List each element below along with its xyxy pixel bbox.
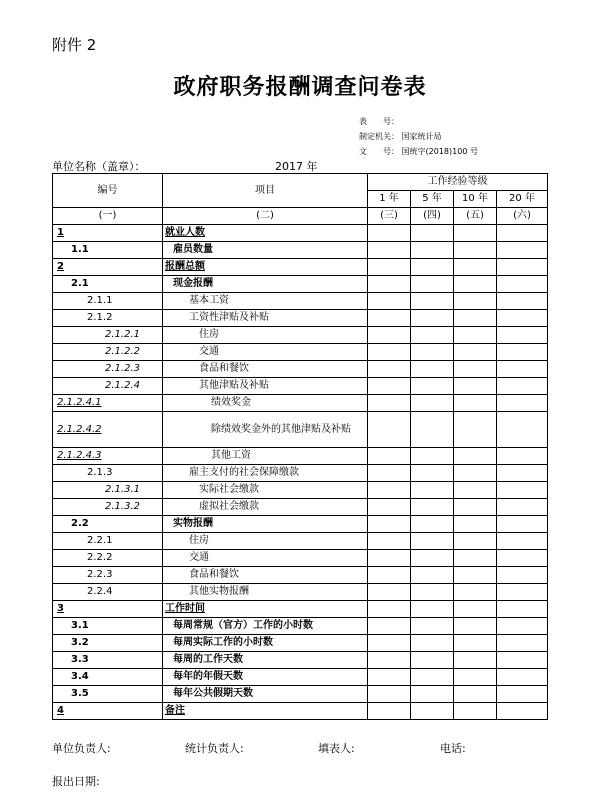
input-cell[interactable]	[497, 378, 548, 395]
table-row	[53, 499, 548, 516]
row-item: 其他工资	[163, 448, 368, 465]
input-cell[interactable]	[497, 482, 548, 499]
row-item: 虚拟社会缴款	[163, 499, 368, 516]
input-cell[interactable]	[497, 276, 548, 293]
row-item: 其他津贴及补贴	[163, 378, 368, 395]
input-cell[interactable]	[497, 465, 548, 482]
input-cell[interactable]	[497, 242, 548, 259]
input-cell[interactable]	[411, 533, 454, 550]
row-number: 3.4	[53, 669, 163, 686]
input-cell[interactable]	[454, 584, 497, 601]
table-row	[53, 448, 548, 465]
input-cell[interactable]	[411, 601, 454, 618]
row-item: 基本工资	[163, 293, 368, 310]
input-cell[interactable]	[454, 327, 497, 344]
row-number: 2.1.2.4	[53, 378, 163, 395]
input-cell[interactable]	[368, 533, 411, 550]
row-item: 每周常规（官方）工作的小时数	[163, 618, 368, 635]
input-cell[interactable]	[368, 703, 411, 720]
table-row	[53, 293, 548, 310]
input-cell[interactable]	[368, 395, 411, 412]
input-cell[interactable]	[411, 412, 454, 448]
filler-label: 填表人:	[318, 742, 355, 755]
table-row	[53, 225, 548, 242]
input-cell[interactable]	[411, 242, 454, 259]
input-cell[interactable]	[368, 567, 411, 584]
input-cell[interactable]	[368, 293, 411, 310]
header-number: 编号	[53, 174, 163, 208]
attachment-label: 附件 2	[52, 36, 97, 54]
input-cell[interactable]	[411, 361, 454, 378]
header-exp-col: 5 年	[411, 191, 454, 208]
input-cell[interactable]	[454, 344, 497, 361]
input-cell[interactable]	[454, 259, 497, 276]
input-cell[interactable]	[411, 310, 454, 327]
row-item: 报酬总额	[163, 259, 368, 276]
row-number: 3	[53, 601, 163, 618]
input-cell[interactable]	[454, 395, 497, 412]
input-cell[interactable]	[411, 327, 454, 344]
input-cell[interactable]	[368, 482, 411, 499]
row-item: 交通	[163, 344, 368, 361]
code-cell: (二)	[163, 208, 368, 225]
input-cell[interactable]	[454, 293, 497, 310]
table-row	[53, 327, 548, 344]
table-row	[53, 516, 548, 533]
table-row	[53, 361, 548, 378]
report-date-label: 报出日期:	[52, 775, 100, 788]
row-number: 2.1.2.1	[53, 327, 163, 344]
row-number: 2.1	[53, 276, 163, 293]
input-cell[interactable]	[497, 652, 548, 669]
row-number: 2.1.2	[53, 310, 163, 327]
input-cell[interactable]	[454, 601, 497, 618]
input-cell[interactable]	[368, 344, 411, 361]
table-row	[53, 276, 548, 293]
issuing-agency: 制定机关： 国家统计局	[359, 132, 442, 141]
table-row	[53, 465, 548, 482]
row-number: 3.5	[53, 686, 163, 703]
input-cell[interactable]	[454, 686, 497, 703]
input-cell[interactable]	[368, 361, 411, 378]
table-row	[53, 584, 548, 601]
row-number: 2.2.4	[53, 584, 163, 601]
form-number-label: 表 号：	[359, 117, 399, 126]
table-row	[53, 652, 548, 669]
row-number: 2	[53, 259, 163, 276]
input-cell[interactable]	[368, 499, 411, 516]
input-cell[interactable]	[454, 550, 497, 567]
input-cell[interactable]	[411, 584, 454, 601]
input-cell[interactable]	[368, 276, 411, 293]
input-cell[interactable]	[497, 533, 548, 550]
header-item: 项目	[163, 174, 368, 208]
table-row	[53, 378, 548, 395]
input-cell[interactable]	[368, 327, 411, 344]
row-item: 实物报酬	[163, 516, 368, 533]
row-number: 2.1.2.2	[53, 344, 163, 361]
row-number: 2.2	[53, 516, 163, 533]
row-number: 2.1.3.2	[53, 499, 163, 516]
input-cell[interactable]	[497, 412, 548, 448]
input-cell[interactable]	[368, 601, 411, 618]
input-cell[interactable]	[497, 686, 548, 703]
input-cell[interactable]	[454, 703, 497, 720]
input-cell[interactable]	[497, 327, 548, 344]
table-row	[53, 533, 548, 550]
table-row	[53, 344, 548, 361]
input-cell[interactable]	[411, 618, 454, 635]
input-cell[interactable]	[368, 448, 411, 465]
input-cell[interactable]	[411, 395, 454, 412]
input-cell[interactable]	[411, 669, 454, 686]
row-item: 绩效奖金	[163, 395, 368, 412]
header-exp-col: 10 年	[454, 191, 497, 208]
table-row	[53, 259, 548, 276]
input-cell[interactable]	[497, 310, 548, 327]
input-cell[interactable]	[368, 259, 411, 276]
row-item: 每年的年假天数	[163, 669, 368, 686]
input-cell[interactable]	[368, 412, 411, 448]
table-row	[53, 601, 548, 618]
input-cell[interactable]	[368, 465, 411, 482]
row-item: 就业人数	[163, 225, 368, 242]
row-number: 2.1.2.4.3	[53, 448, 163, 465]
row-item: 雇员数量	[163, 242, 368, 259]
input-cell[interactable]	[411, 567, 454, 584]
header-exp-levels: 工作经验等级	[368, 174, 548, 191]
header-exp-col: 20 年	[497, 191, 548, 208]
table-row	[53, 635, 548, 652]
input-cell[interactable]	[411, 652, 454, 669]
input-cell[interactable]	[497, 567, 548, 584]
input-cell[interactable]	[454, 361, 497, 378]
input-cell[interactable]	[368, 652, 411, 669]
table-row	[53, 618, 548, 635]
input-cell[interactable]	[454, 310, 497, 327]
row-number: 2.1.2.4.2	[53, 412, 163, 448]
survey-table	[52, 173, 548, 720]
row-item: 每周的工作天数	[163, 652, 368, 669]
input-cell[interactable]	[497, 344, 548, 361]
input-cell[interactable]	[454, 242, 497, 259]
input-cell[interactable]	[497, 361, 548, 378]
phone-label: 电话:	[440, 742, 466, 755]
row-item: 食品和餐饮	[163, 361, 368, 378]
input-cell[interactable]	[411, 516, 454, 533]
input-cell[interactable]	[497, 448, 548, 465]
code-cell: (四)	[411, 208, 454, 225]
row-number: 2.1.3.1	[53, 482, 163, 499]
input-cell[interactable]	[497, 703, 548, 720]
form-title: 政府职务报酬调查问卷表	[173, 74, 427, 100]
input-cell[interactable]	[497, 601, 548, 618]
unit-line	[52, 158, 547, 174]
code-cell: (三)	[368, 208, 411, 225]
input-cell[interactable]	[411, 259, 454, 276]
code-cell: (五)	[454, 208, 497, 225]
row-item: 食品和餐饮	[163, 567, 368, 584]
input-cell[interactable]	[368, 242, 411, 259]
table-row	[53, 686, 548, 703]
input-cell[interactable]	[411, 293, 454, 310]
row-number: 2.2.2	[53, 550, 163, 567]
input-cell[interactable]	[411, 448, 454, 465]
row-number: 2.1.2.3	[53, 361, 163, 378]
input-cell[interactable]	[368, 635, 411, 652]
table-row	[53, 482, 548, 499]
code-cell: (一)	[53, 208, 163, 225]
unit-name-label: 单位名称（盖章）：	[52, 160, 146, 173]
input-cell[interactable]	[411, 276, 454, 293]
table-row	[53, 669, 548, 686]
input-cell[interactable]	[411, 225, 454, 242]
row-item: 工资性津贴及补贴	[163, 310, 368, 327]
input-cell[interactable]	[454, 412, 497, 448]
row-item: 交通	[163, 550, 368, 567]
row-number: 1.1	[53, 242, 163, 259]
row-number: 3.3	[53, 652, 163, 669]
row-item: 其他实物报酬	[163, 584, 368, 601]
input-cell[interactable]	[454, 567, 497, 584]
input-cell[interactable]	[497, 225, 548, 242]
input-cell[interactable]	[497, 550, 548, 567]
stat-head-label: 统计负责人:	[185, 742, 244, 755]
row-number: 2.1.1	[53, 293, 163, 310]
input-cell[interactable]	[454, 516, 497, 533]
table-row	[53, 395, 548, 412]
input-cell[interactable]	[368, 669, 411, 686]
table-row	[53, 550, 548, 567]
input-cell[interactable]	[368, 686, 411, 703]
row-number: 3.2	[53, 635, 163, 652]
code-cell: (六)	[497, 208, 548, 225]
input-cell[interactable]	[368, 550, 411, 567]
table-row	[53, 567, 548, 584]
input-cell[interactable]	[454, 669, 497, 686]
input-cell[interactable]	[497, 584, 548, 601]
input-cell[interactable]	[411, 635, 454, 652]
survey-year: 2017 年	[275, 160, 318, 173]
document-number: 文 号： 国统字(2018)100 号	[359, 147, 478, 156]
row-number: 2.1.2.4.1	[53, 395, 163, 412]
table-row	[53, 310, 548, 327]
row-number: 2.2.3	[53, 567, 163, 584]
input-cell[interactable]	[368, 225, 411, 242]
input-cell[interactable]	[368, 516, 411, 533]
input-cell[interactable]	[411, 344, 454, 361]
input-cell[interactable]	[411, 378, 454, 395]
input-cell[interactable]	[497, 499, 548, 516]
row-number: 2.2.1	[53, 533, 163, 550]
row-item: 每周实际工作的小时数	[163, 635, 368, 652]
input-cell[interactable]	[454, 482, 497, 499]
row-item: 现金报酬	[163, 276, 368, 293]
row-number: 3.1	[53, 618, 163, 635]
input-cell[interactable]	[368, 310, 411, 327]
table-row	[53, 412, 548, 448]
input-cell[interactable]	[454, 276, 497, 293]
input-cell[interactable]	[368, 618, 411, 635]
table-body	[53, 225, 548, 720]
input-cell[interactable]	[454, 618, 497, 635]
row-item: 实际社会缴款	[163, 482, 368, 499]
input-cell[interactable]	[454, 635, 497, 652]
input-cell[interactable]	[497, 259, 548, 276]
row-item: 每年公共假期天数	[163, 686, 368, 703]
input-cell[interactable]	[454, 652, 497, 669]
input-cell[interactable]	[454, 225, 497, 242]
input-cell[interactable]	[411, 482, 454, 499]
input-cell[interactable]	[497, 635, 548, 652]
row-item: 除绩效奖金外的其他津贴及补贴	[163, 412, 368, 448]
input-cell[interactable]	[411, 465, 454, 482]
table-row	[53, 242, 548, 259]
input-cell[interactable]	[454, 499, 497, 516]
input-cell[interactable]	[454, 378, 497, 395]
input-cell[interactable]	[411, 686, 454, 703]
input-cell[interactable]	[411, 499, 454, 516]
row-item: 备注	[163, 703, 368, 720]
input-cell[interactable]	[454, 448, 497, 465]
row-item: 住房	[163, 533, 368, 550]
row-item: 雇主支付的社会保障缴款	[163, 465, 368, 482]
input-cell[interactable]	[454, 533, 497, 550]
header-exp-col: 1 年	[368, 191, 411, 208]
input-cell[interactable]	[497, 516, 548, 533]
row-number: 4	[53, 703, 163, 720]
input-cell[interactable]	[454, 465, 497, 482]
row-item: 住房	[163, 327, 368, 344]
input-cell[interactable]	[411, 550, 454, 567]
input-cell[interactable]	[368, 584, 411, 601]
unit-head-label: 单位负责人:	[52, 742, 111, 755]
row-number: 1	[53, 225, 163, 242]
row-number: 2.1.3	[53, 465, 163, 482]
table-row	[53, 703, 548, 720]
row-item: 工作时间	[163, 601, 368, 618]
input-cell[interactable]	[497, 293, 548, 310]
input-cell[interactable]	[497, 395, 548, 412]
input-cell[interactable]	[497, 618, 548, 635]
input-cell[interactable]	[368, 378, 411, 395]
input-cell[interactable]	[411, 703, 454, 720]
input-cell[interactable]	[497, 669, 548, 686]
